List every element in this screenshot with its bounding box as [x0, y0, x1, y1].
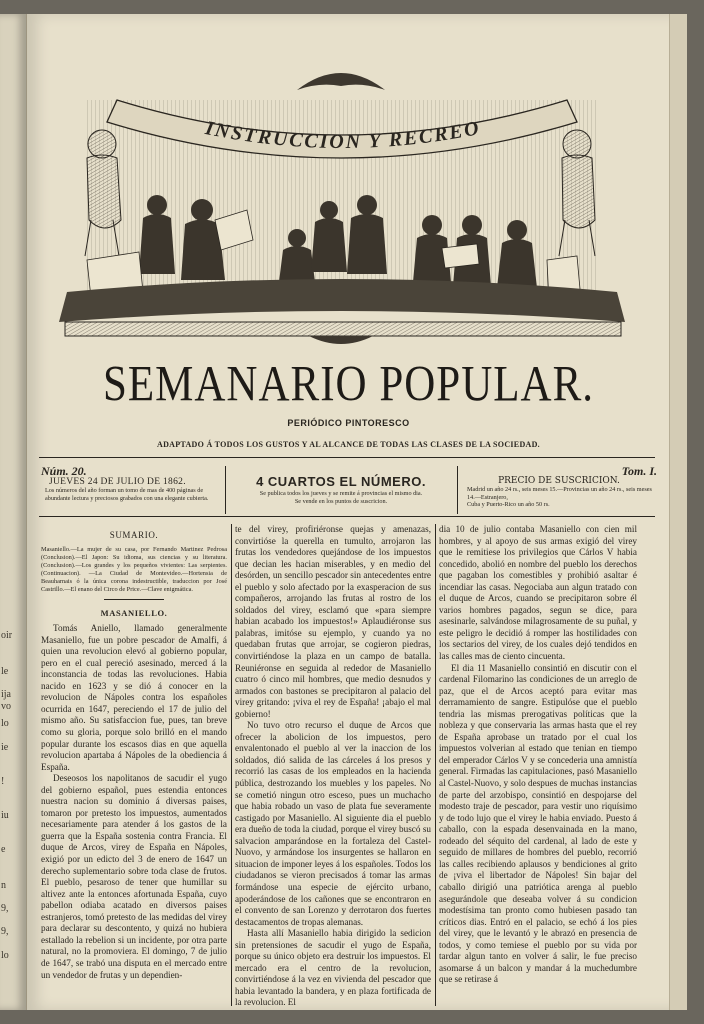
- table-ornament: [309, 336, 373, 344]
- ribbon-text: INSTRUCCION Y RECREO: [203, 116, 483, 154]
- margin-fragment: oir: [1, 630, 13, 641]
- margin-fragment: vo: [1, 701, 11, 712]
- margin-fragment: e: [1, 844, 6, 855]
- price-line-1: Se publica todos los jueves y se remite á provincias el mismo dia.: [259, 490, 423, 497]
- margin-fragment: !: [1, 776, 5, 787]
- margin-fragment: ija: [1, 689, 11, 700]
- paragraph: Hasta allí Masaniello habia dirigido la sedicion sin pretensiones de sacudir el yugo de España, porque su único objeto era destruir los impuestos. El mercado era el centro de la revolucion, convirtiéndose á la vez en vivienda del pescador que habia levantado la bandera, y en plaza fortificada de la revolucion. El: [235, 928, 431, 1008]
- subscription-info: [461, 460, 657, 516]
- price-line-2: Se vende en los puntos de suscricion.: [294, 497, 388, 505]
- margin-fragment: lo: [1, 950, 9, 961]
- sumario-text: Masaniello.—La mujer de su casa, por Fernando Martinez Pedrosa (Conclusion).—El Japon: Su idioma, sus ciencias y su literatura. (Conclusion).—Los grandes y los pequeños vivientes: Las serpientes. (Continuacion). —La Ciudad de Montevideo.—Hortensia de Beauharnais ó la única corona indestructible, traduccion por José Castrillo.—El enano del Circo de Price.—Clave enigmática.: [41, 545, 227, 593]
- paragraph: Tomás Aniello, llamado generalmente Masaniello, fue un pobre pescador de Amalfi, á quien una revolucion elevó al gobierno popular, pero en el cual pereció asesinado, merced á la inconstancia de todas las revoluciones. Habia nacido en 1623 y se dió á conocer en la revolucion de Nápoles contra los españoles ocurrida en 1647, pereciendo el 17 de julio del mismo año. Su satisfaccion fue, pues, tan breve como su gloria, porque solo brilló en el mando popular durante los escasos dias en que aquella revolucion apartaba á Nápoles de la obediencia á España.: [41, 623, 227, 772]
- paragraph: dia 10 de julio contaba Masaniello con cien mil hombres, y al apoyo de sus armas exigió del virey que le remitiese los privilegios que Cárlos V habia concedido, abolió en nombre del pueblo los derechos que pagaban los comestibles y prohibió asaltar é incendiar las casas. Negociaba aun algun tratado con el duque de Arcos, cuando se precipitaron sobre él varios hombres pagados, segun se dice, para asesinarle, salvándose milagrosamente de su puñal, y este peligro le decidió á romper las hostilidades con los sectarios del virey, de los cuales dejó tendidos en las calles mas de ciento cincuenta.: [439, 524, 637, 662]
- issue-date: JUEVES 24 DE JULIO DE 1862.: [49, 477, 186, 487]
- margin-fragment: iu: [1, 810, 9, 821]
- column-3: [439, 524, 637, 986]
- column-1: [41, 524, 227, 981]
- subscription-line-2: Cuba y Puerto-Rico un año 50 rs.: [467, 501, 550, 508]
- crest-ornament: [297, 73, 385, 90]
- header-rule-top: [39, 457, 655, 458]
- tome-number: Tom. I.: [621, 464, 657, 478]
- article-title: MASANIELLO.: [100, 607, 168, 618]
- margin-fragment: le: [1, 666, 9, 677]
- column-2: [235, 524, 431, 1009]
- masthead-title: SEMANARIO POPULAR.: [102, 356, 595, 413]
- margin-fragment: 9,: [1, 926, 9, 937]
- column-divider: [231, 524, 232, 1006]
- paragraph: te del virey, profiriéronse quejas y amenazas, convirtióse la querella en tumulto, arrojaron las frutas los vendedores quejándose de los impuestos que decian les hacian miserables, y en medio del desórden, un sencillo pescador sin antecedentes entre el pueblo y solo afectado por la exasperacion de sus compañeros, arrojando las frutas al rostro de los soldados del virey, esclamó que «para siempre habian acabado los impuestos!» Aplaudiéronse sus palabras, imitóse su ejemplo, y cuando ya no quedaban frutas que arrojar, se cogieron piedras, convirtiéndose la plaza en un campo de batalla. Reuniéronse en seguida al rededor de Masaniello cuatro ó cinco mil hombres, que medio desnudos y armados con bastones se precipitaron al palacio del virey gritando: ¡viva el rey de España! ¡abajo el mal gobierno!: [235, 524, 431, 719]
- issue-number: Núm. 20.: [41, 464, 87, 478]
- header-divider: [457, 466, 458, 514]
- price-info: [229, 460, 453, 516]
- margin-fragment: lo: [1, 718, 9, 729]
- margin-fragment: ie: [1, 742, 9, 753]
- margin-fragment: 9,: [1, 903, 9, 914]
- masthead-tagline: ADAPTADO Á TODOS LOS GUSTOS Y AL ALCANCE DE TODAS LAS CLASES DE LA SOCIEDAD.: [157, 440, 540, 449]
- header-divider: [225, 466, 226, 514]
- issue-info: [41, 460, 221, 516]
- paragraph: El dia 11 Masaniello consintió en discutir con el cardenal Filomarino las condiciones de un arreglo de paz, que el de Arcos aceptó para evitar mas derramamiento de sangre. Estipulóse que el pueblo tendria las mismas prerogativas políticas que la nobleza y que conservaria las armas hasta que el rey de España aprobase un tratado por el cual los impuestos volverian al estado que tenian en tiempo del emperador Cárlos V y se concederia una amnistía general. Firmadas las capitulaciones, pasó Masaniello al Castel-Nuovo, y solo despues de muchas instancias de parte del arzobispo, consintió en despojarse del modesto traje de pescador, para vestir uno riquísimo y de todo lujo que el virey le habia enviado. Puesto á caballo, con la espada desenvainada en la mano, rodeado del séquito del cardenal, al lado de este y seguido de millares de hombres del pueblo, recorrió las calles recibiendo aplausos y bendiciones al grito de ¡viva el libertador de Nápoles! Sin bajar del caballo dirigió una patriótica arenga al pueblo asegurándole que deseaba volver á su condicion modestísima tan pronto como hubiesen pasado tan críticos dias. Entró en el palacio, se echó á los pies del virey, que le levantó y le abrazó en presencia de todos, y como temiese el pueblo por su vida por tardar algun tanto en volver á salir, le fue preciso asomarse á un balcon y mandar á la muchedumbre que se retirase á: [439, 662, 638, 985]
- price-main: 4 CUARTOS EL NÚMERO.: [256, 474, 426, 489]
- subscription-heading: PRECIO DE SUSCRICION.: [498, 476, 620, 486]
- sumario-heading: SUMARIO.: [109, 530, 159, 540]
- paragraph: Deseosos los napolitanos de sacudir el yugo del gobierno español, pues estendia entonces nuestra nacion su dominio á diversas paises, tomaron por pretesto los impuestos, aumentados necesariamente para atender á los gastos de la guerra que la España sostenia contra Francia. El duque de Arcos, virey de España en Nápoles, exigió por un edicto del 3 de enero de 1647 un derecho suplementario sobre toda clase de frutos. El pueblo, pesaroso de tener que humillar su altivez ante la entonces afortunada España, cuyo pabellon odiaba acatado en diversos paises estranjeros, tomó pretesto de las medidas del virey para declarar su descontento, y quizá no hubiera estallado la rebelion si un incidente, por otra parte natural, no la promoviera. El domingo, 7 de julio de 1647, se trabó una disputa en el mercado entre un vendedor de frutas y un dependien-: [41, 773, 227, 980]
- masthead-engraving: [47, 60, 635, 350]
- margin-fragment: n: [1, 880, 6, 891]
- header-rule-bottom: [39, 516, 655, 517]
- column-divider: [435, 524, 436, 1006]
- newspaper-page: [27, 14, 687, 1010]
- facing-page-edge: [0, 14, 27, 1010]
- masthead-subtitle: PERIÓDICO PINTORESCO: [287, 418, 410, 428]
- subscription-line-1: Madrid un año 24 rs., seis meses 15.—Provincias un año 24 rs., seis meses 14.—Estranjero,: [467, 486, 652, 501]
- issue-note: Los números del año forman un tomo de mas de 400 páginas de abundante lectura y preciosos grabados con una elegante cubierta.: [45, 487, 209, 502]
- page-stack-edge: [669, 14, 687, 1010]
- separator: [104, 599, 164, 600]
- paragraph: No tuvo otro recurso el duque de Arcos que ofrecer la abolicion de los impuestos, pero envalentonado el pueblo al ver la inaccion de los soldados, dió salida de las cárceles á los presos y recorrió las casas de los empleados en la hacienda pública, destrozando los muebles y los papeles. No se cometió ningun otro esceso, pues un muchacho que habia robado un vaso de plata fue severamente castigado por Masaniello. Al siguiente dia el pueblo era dueño de toda la ciudad, porque el virey buscó su salvacion amparándose en la fortaleza del Castel-Nuovo, y armándose los insurgentes se hallaron en situacion de imponer leyes á los españoles. Todos los ciudadanos se vieron precisados á tomar las armas formándose una especie de ejército urbano, apoderándose de los cañones que se encontraron en el convento de san Lorenzo y derrotaron dos fuertes destacamentos de tropas alemanas.: [235, 720, 431, 927]
- table-base: [65, 322, 621, 336]
